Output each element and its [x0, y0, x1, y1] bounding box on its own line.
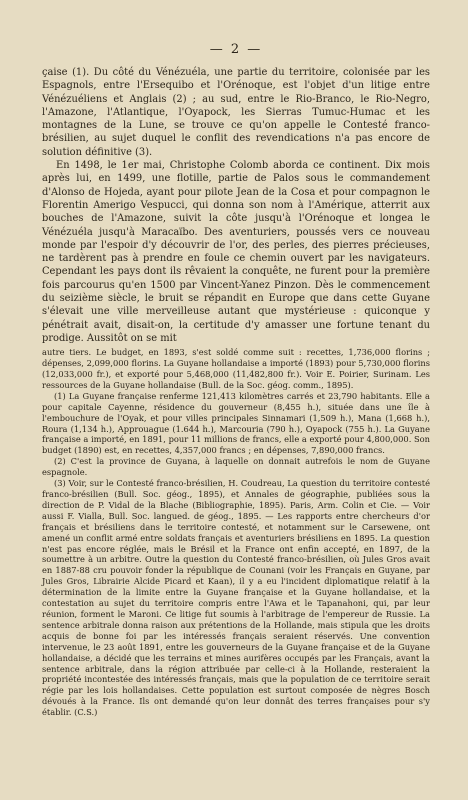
- footnote: (2) C'est la province de Guyana, à laquelle on donnait autrefois le nom de Guyane espagnole.: [42, 456, 430, 478]
- footnote: (1) La Guyane française renferme 121,413 kilomètres carrés et 23,790 habitants. Elle a pour capitale Cayenne, résidence du gouverneur (8,455 h.), située dans une île à l'embouchure de l'Oyak, et pour villes principales Sinnamari (1,509 h.), Mana (1,668 h.), Roura (1,134 h.), Approuague (1.644 h.), Marcouria (790 h.), Oyapock (755 h.). La Guyane française a importé, en 1891, pour 11 millions de francs, elle a exporté pour 4,800,000. Son budget (1890) est, en recettes, 4,357,000 francs ; en dépenses, 7,890,000 francs.: [42, 390, 430, 456]
- body-paragraph: En 1498, le 1er mai, Christophe Colomb aborda ce continent. Dix mois après lui, en 1499, une flotille, partie de Palos sous le commandement d'Alonso de Hojeda, ayant pour pilote Jean de la Cosa et pour compagnon le Florentin Amerigo Vespucci, qui donna son nom à l'Amérique, atterrit aux bouches de l'Amazone, suivit la côte jusqu'à l'Orénoque et longea le Vénézuéla jusqu'à Maracaïbo. Des aventuriers, poussés vers ce nouveau monde par l'espoir d'y découvrir de l'or, des perles, des pierres précieuses, ne tardèrent pas à prendre en foule ce chemin ouvert par les navigateurs. Cependant les pays dont ils rêvaient la conquête, ne furent pour la première fois parcourus qu'en 1500 par Vincent-Yanez Pinzon. Dès le commencement du seizième siècle, le bruit se répandit en Europe que dans cette Guyane s'élevait une ville merveilleuse autant que mystérieuse : quiconque y pénétrait avait, disait-on, la certitude d'y amasser une fortune tenant du prodige. Aussitôt on se mit: [42, 160, 430, 344]
- footnote: (3) Voir, sur le Contesté franco-brésilien, H. Coudreau, La question du territoire contesté franco-brésilien (Bull. Soc. géog., 1895), et Annales de géographie, publiées sous la direction de P. Vidal de la Blache (Bibliographie, 1895). Paris, Arm. Colin et Cie. — Voir aussi F. Vialla, Bull. Soc. langued. de géog., 1895. — Les rapports entre chercheurs d'or français et brésiliens dans le territoire contesté, et notamment sur le Carsewene, ont amené un conflit armé entre soldats français et aventuriers brésiliens en 1895. La question n'est pas encore réglée, mais le Brésil et la France ont enfin accepté, en 1897, de la soumettre à un arbitre. Outre la question du Contesté franco-brésilien, où Jules Gros avait en 1887-88 cru pouvoir fonder la république de Counani (voir les Français en Guyane, par Jules Gros, Librairie Alcide Picard et Kaan), il y a eu l'incident diplomatique relatif à la détermination de la limite entre la Guyane française et la Guyane hollandaise, et la contestation au sujet du territoire compris entre l'Awa et le Tapanahoni, qui, par leur réunion, forment le Maroni. Ce litige fut soumis à l'arbitrage de l'empereur de Russie. La sentence arbitrale donna raison aux prétentions de la Hollande, mais stipula que les droits acquis de bonne foi par les intéressés français seraient réservés. Une convention intervenue, le 23 août 1891, entre les gouverneurs de la Guyane française et de la Guyane hollandaise, a décidé que les terrains et mines aurifères occupés par les Français, avant la sentence arbitrale, dans la région attribuée par celle-ci à la Hollande, resteraient la propriété incontestée des intéressés français, mais que la population de ce territoire serait régie par les lois hollandaises. Cette population est surtout composée de nègres Bosch dévoués à la France. Ils ont demandé qu'on leur donnât des terres françaises pour s'y établir. (C.S.): [42, 478, 430, 718]
- body-paragraph: çaise (1). Du côté du Vénézuéla, une partie du territoire, colonisée par les Espagnols, entre l'Ersequibo et l'Orénoque, est l'objet d'un litige entre Vénézuéliens et Anglais (2) ; au sud, entre le Rio-Branco, le Rio-Negro, l'Amazone, l'Atlantique, l'Oyapock, les Sierras Tumuc-Humac et les montagnes de la Lune, se trouve ce qu'on appelle le Contesté franco-brésilien, au sujet duquel le conflit des revendications n'a pas encore de solution définitive (3).: [42, 67, 430, 158]
- main-text: [42, 66, 430, 345]
- footnotes: [42, 347, 430, 718]
- footnote: autre tiers. Le budget, en 1893, s'est soldé comme suit : recettes, 1,736,000 florins ; dépenses, 2,099,000 florins. La Guyane hollandaise a importé (1893) pour 5,730,000 florins (12,033,000 fr.), et exporté pour 5,468,000 (11,482,800 fr.). Voir E. Poirier, Surinam. Les ressources de la Guyane hollandaise (Bull. de la Soc. géog. comm., 1895).: [42, 347, 430, 390]
- page-number: — 2 —: [209, 42, 263, 57]
